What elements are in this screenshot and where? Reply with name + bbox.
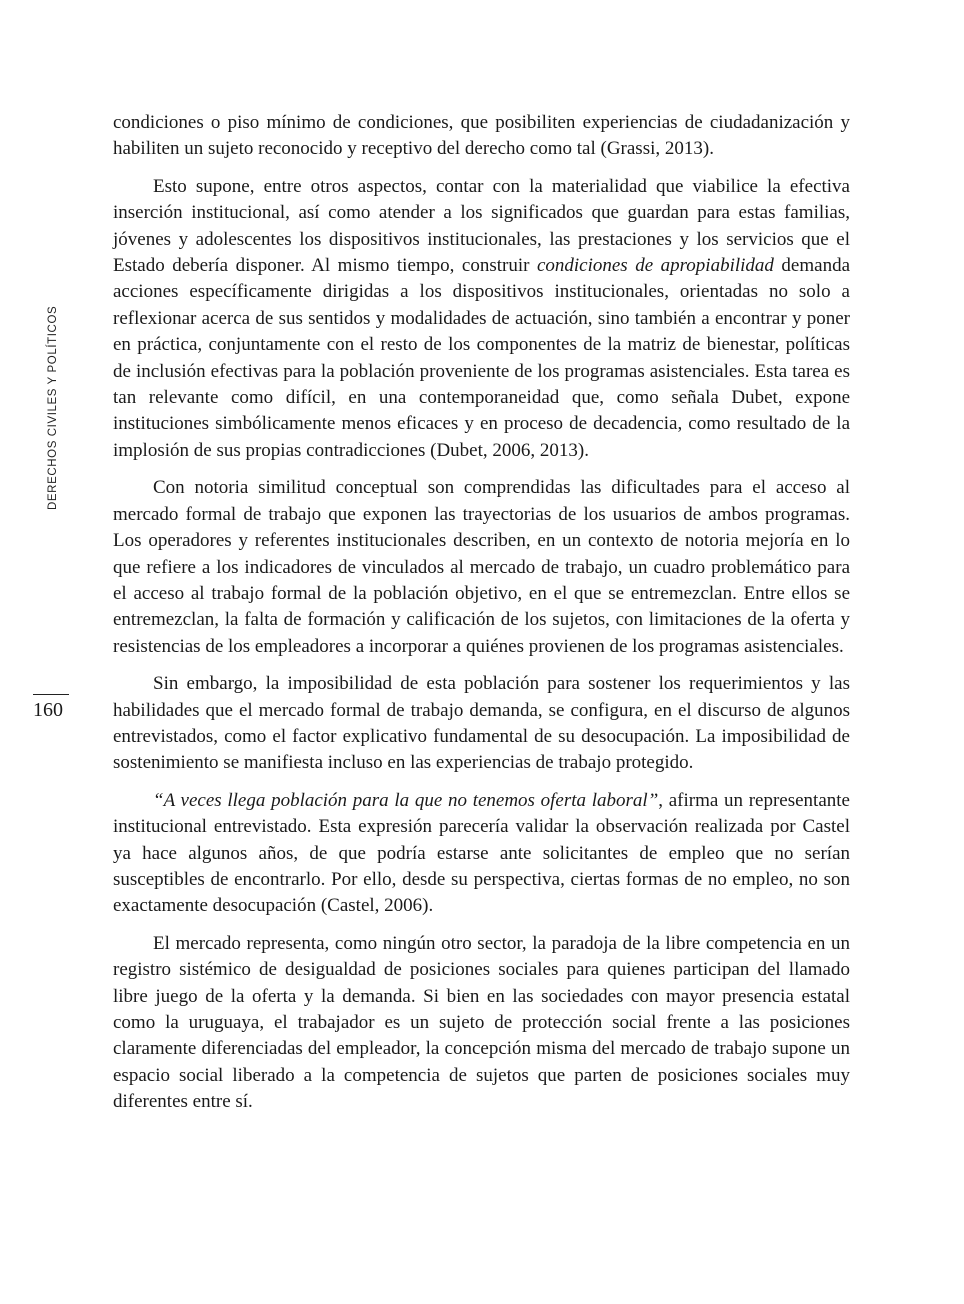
paragraph-6: El mercado representa, como ningún otro sector, la paradoja de la libre competencia en un registro sistémico de desigualdad de posiciones sociales para quienes participan del llamado libre juego de la oferta y la demanda. Si bien en las sociedades con mayor presencia estatal como la uruguaya, el trabajador es un sujeto de protección social frente a las posiciones claramente diferenciadas del empleador, la concepción misma del mercado de trabajo supone un espacio social liberado a la competencia de sujetos que parten de posiciones sociales muy diferentes entre sí. [113, 932, 850, 1113]
paragraph-3: Con notoria similitud conceptual son comprendidas las dificultades para el acceso al mercado formal de trabajo que exponen las trayectorias de los usuarios de ambos programas. Los operadores y referentes institucionales describen, en un contexto de notoria mejoría en lo que refiere a los indicadores de vinculados al mercado de trabajo, un cuadro problemático para el acceso al trabajo formal de la población objetivo, en el que se entremezclan. Entre ellos se entremezclan, la falta de formación y calificación de los sujetos, con limitaciones de la oferta y resistencias de los empleadores a incorporar a quiénes provienen de los programas asistenciales. [113, 477, 850, 657]
italic-quote: “A veces llega población para la que no tenemos oferta laboral” [153, 789, 659, 811]
paragraph-5: “A veces llega población para la que no tenemos oferta laboral”, afirma un representante institucional entrevistado. Esta expresión parecería validar la observación realizada por Castel ya hace algunos años, de que podría estarse ante solicitantes de empleo que no serían susceptibles de encontrarlo. Por ello, desde su perspectiva, ciertas formas de no empleo, no son exactamente desocupación (Castel, 2006). [113, 789, 850, 917]
body-text [113, 110, 850, 1127]
paragraph-2: Esto supone, entre otros aspectos, contar con la materialidad que viabilice la efectiva inserción institucional, así como atender a los significados que guardan para estas familias, jóvenes y adolescentes los dispositivos institucionales, las prestaciones y los servicios que el Estado debería disponer. Al mismo tiempo, construir condiciones de apropiabilidad demanda acciones específicamente dirigidas a los dispositivos institucionales, orientadas no solo a reflexionar acerca de sus sentidos y modalidades de actuación, sino también a encontrar y poner en práctica, conjuntamente con el resto de los componentes de la matriz de bienestar, políticas de inclusión efectivas para la población proveniente de los programas asistenciales. Esta tarea es tan relevante como difícil, en una contemporaneidad que, como señala Dubet, expone instituciones simbólicamente menos eficaces y en proceso de decadencia, como resultado de la implosión de sus propias contradicciones (Dubet, 2006, 2013). [113, 175, 851, 461]
paragraph-1: condiciones o piso mínimo de condiciones, que posibiliten experiencias de ciudadanización y habiliten un sujeto reconocido y receptivo del derecho como tal (Grassi, 2013). [113, 112, 850, 160]
page-number-rule [33, 694, 69, 695]
paragraph-4: Sin embargo, la imposibilidad de esta población para sostener los requerimientos y las habilidades que el mercado formal de trabajo demanda, se configura, en el discurso de algunos entrevistados, como el factor explicativo fundamental de su desocupación. La imposibilidad de sostenimiento se manifiesta incluso en las experiencias de trabajo protegido. [113, 673, 850, 774]
running-head: DERECHOS CIVILES Y POLÍTICOS [47, 305, 59, 510]
italic-phrase: condiciones de apropiabilidad [536, 255, 774, 277]
page-number: 160 [33, 699, 63, 721]
